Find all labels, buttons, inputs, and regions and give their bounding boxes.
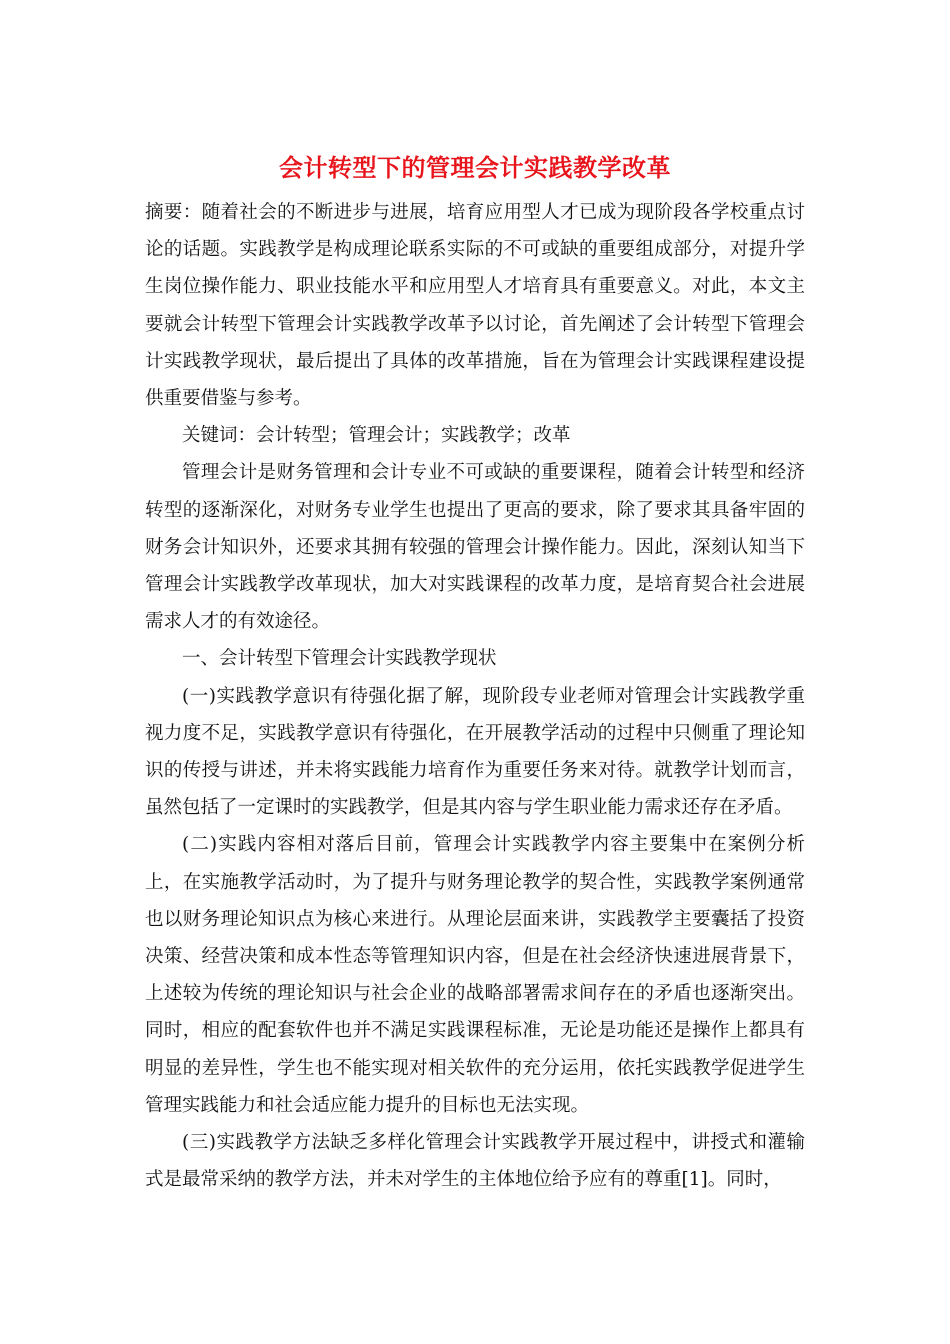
keywords-paragraph: 关键词：会计转型；管理会计；实践教学；改革: [182, 425, 571, 447]
abstract-paragraph: 摘要：随着社会的不断进步与进展，培育应用型人才已成为现阶段各学校重点讨论的话题。实践教学是构成理论联系实际的不可或缺的重要组成部分，对提升学生岗位操作能力、职业技能水平和应用型人才培育具有重要意义。对此，本文主要就会计转型下管理会计实践教学改革予以讨论，首先阐述了会计转型下管理会计实践教学现状，最后提出了具体的改革措施，旨在为管理会计实践课程建设提供重要借鉴与参考。: [145, 202, 805, 410]
intro-paragraph: 管理会计是财务管理和会计专业不可或缺的重要课程，随着会计转型和经济转型的逐渐深化，对财务专业学生也提出了更高的要求，除了要求其具备牢固的财务会计知识外，还要求其拥有较强的管理会计操作能力。因此，深刻认知当下管理会计实践教学改革现状，加大对实践课程的改革力度，是培育契合社会进展需求人才的有效途径。: [145, 462, 805, 633]
subsection-paragraph-1: (一)实践教学意识有待强化据了解，现阶段专业老师对管理会计实践教学重视力度不足，实践教学意识有待强化，在开展教学活动的过程中只侧重了理论知识的传授与讲述，并未将实践能力培育作为重要任务来对待。就教学计划而言，虽然包括了一定课时的实践教学，但是其内容与学生职业能力需求还存在矛盾。: [145, 685, 805, 819]
document-body: [145, 194, 805, 1198]
subsection-paragraph-2: (二)实践内容相对落后目前，管理会计实践教学内容主要集中在案例分析上，在实施教学活动时，为了提升与财务理论教学的契合性，实践教学案例通常也以财务理论知识点为核心来进行。从理论层面来讲，实践教学主要囊括了投资决策、经营决策和成本性态等管理知识内容，但是在社会经济快速进展背景下，上述较为传统的理论知识与社会企业的战略部署需求间存在的矛盾也逐渐突出。同时，相应的配套软件也并不满足实践课程标准，无论是功能还是操作上都具有明显的差异性，学生也不能实现对相关软件的充分运用，依托实践教学促进学生管理实践能力和社会适应能力提升的目标也无法实现。: [145, 834, 805, 1116]
section-heading: 一、会计转型下管理会计实践教学现状: [182, 648, 497, 670]
subsection-paragraph-3: (三)实践教学方法缺乏多样化管理会计实践教学开展过程中，讲授式和灌输式是最常采纳的教学方法，并未对学生的主体地位给予应有的尊重[1]。同时，: [145, 1132, 805, 1191]
document-title: 会计转型下的管理会计实践教学改革: [279, 153, 671, 182]
